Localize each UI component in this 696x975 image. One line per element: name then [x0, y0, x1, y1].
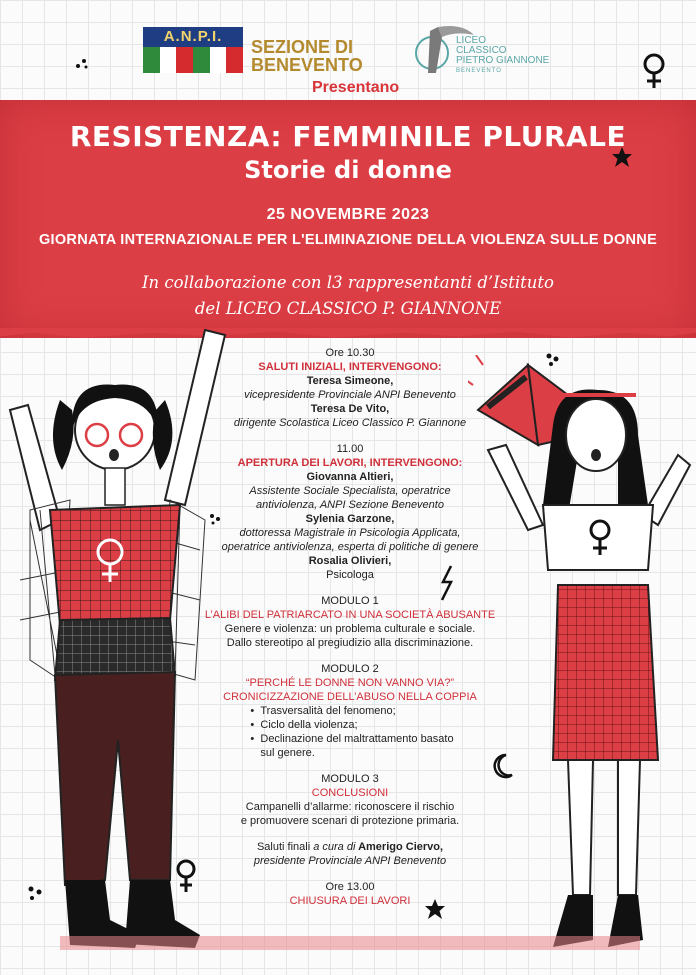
time-1300: Ore 13.00: [325, 881, 375, 893]
event-title: RESISTENZA: FEMMINILE PLURALE: [69, 120, 627, 153]
time-1030: Ore 10.30: [325, 347, 375, 359]
speaker-name: Sylenia Garzone,: [305, 513, 395, 525]
saluti-finali-role: presidente Provinciale ANPI Benevento: [253, 855, 447, 867]
speaker-name: Teresa Simeone,: [306, 375, 394, 387]
sezione-line1: SEZIONE DI: [251, 37, 354, 57]
chiusura-label: CHIUSURA DEI LAVORI: [289, 895, 411, 907]
venus-symbol-icon: [640, 52, 668, 90]
dots-doodle-icon: [545, 352, 561, 368]
sezione-label: [251, 38, 363, 74]
sezione-line2: BENEVENTO: [251, 55, 363, 75]
speaker-name: Giovanna Altieri,: [306, 471, 394, 483]
speaker-role: vicepresidente Provinciale ANPI Benevento: [244, 389, 456, 401]
dots-doodle-icon: [75, 58, 89, 70]
modulo2-list: [246, 704, 453, 760]
speaker-name: Rosalia Olivieri,: [308, 555, 392, 567]
collaboration-line2: del LICEO CLASSICO P. GIANNONE: [194, 299, 502, 318]
presentano-label: Presentano: [312, 79, 400, 96]
time-1100: 11.00: [336, 443, 364, 455]
bottom-brush-strip: [60, 936, 640, 950]
giornata-label: GIORNATA INTERNAZIONALE PER L'ELIMINAZIONE DELLA VIOLENZA SULLE DONNE: [38, 232, 658, 248]
speaker-role: operatrice antiviolenza, esperta di politiche di genere: [221, 541, 479, 553]
modulo3-text: e promuovere scenari di protezione primaria.: [240, 815, 460, 827]
event-subtitle: Storie di donne: [244, 156, 452, 184]
list-item: • Ciclo della violenza;: [246, 718, 453, 732]
saluti-heading: SALUTI INIZIALI, INTERVENGONO:: [258, 361, 442, 373]
modulo1-label: MODULO 1: [321, 595, 379, 607]
speaker-role: Assistente Sociale Specialista, operatrice: [249, 485, 451, 497]
modulo2-label: MODULO 2: [321, 663, 379, 675]
anpi-logo: [143, 27, 243, 73]
modulo3-text: Campanelli d’allarme: riconoscere il rischio: [245, 801, 455, 813]
italian-flag-icon: [143, 47, 243, 73]
anpi-logo-text: A.N.P.I.: [143, 27, 243, 47]
star-icon: [611, 146, 633, 168]
speaker-role: Psicologa: [326, 569, 374, 581]
collaboration-line1: In collaborazione con l3 rappresentanti d’Istituto: [142, 273, 554, 292]
speaker-role: antiviolenza, ANPI Sezione Benevento: [256, 499, 444, 511]
speaker-name: Teresa De Vito,: [310, 403, 390, 415]
modulo3-title: CONCLUSIONI: [311, 787, 389, 799]
liceo-name: LICEO CLASSICO PIETRO GIANNONE BENEVENTO: [456, 35, 550, 74]
modulo1-title: L’ALIBI DEL PATRIARCATO IN UNA SOCIETÀ ABUSANTE: [204, 609, 496, 621]
list-item: • Declinazione del maltrattamento basato: [246, 732, 453, 746]
saluti-finali: Saluti finali a cura di Amerigo Ciervo,: [256, 841, 444, 853]
apertura-heading: APERTURA DEI LAVORI, INTERVENGONO:: [237, 457, 463, 469]
speaker-role: dirigente Scolastica Liceo Classico P. Giannone: [233, 417, 467, 429]
event-program: [190, 346, 510, 908]
list-item: • Trasversalità del fenomeno;: [246, 704, 453, 718]
modulo3-label: MODULO 3: [321, 773, 379, 785]
modulo1-text: Genere e violenza: un problema culturale e sociale.: [224, 623, 476, 635]
event-date: 25 NOVEMBRE 2023: [266, 206, 430, 223]
speaker-role: dottoressa Magistrale in Psicologia Applicata,: [239, 527, 461, 539]
modulo2-title: “PERCHÉ LE DONNE NON VANNO VIA?”: [245, 677, 455, 689]
modulo1-text: Dallo stereotipo al pregiudizio alla discriminazione.: [226, 637, 474, 649]
modulo2-title: CRONICIZZAZIONE DELL’ABUSO NELLA COPPIA: [223, 691, 477, 703]
dots-doodle-icon: [26, 884, 44, 902]
list-item-continuation: sul genere.: [260, 747, 315, 759]
